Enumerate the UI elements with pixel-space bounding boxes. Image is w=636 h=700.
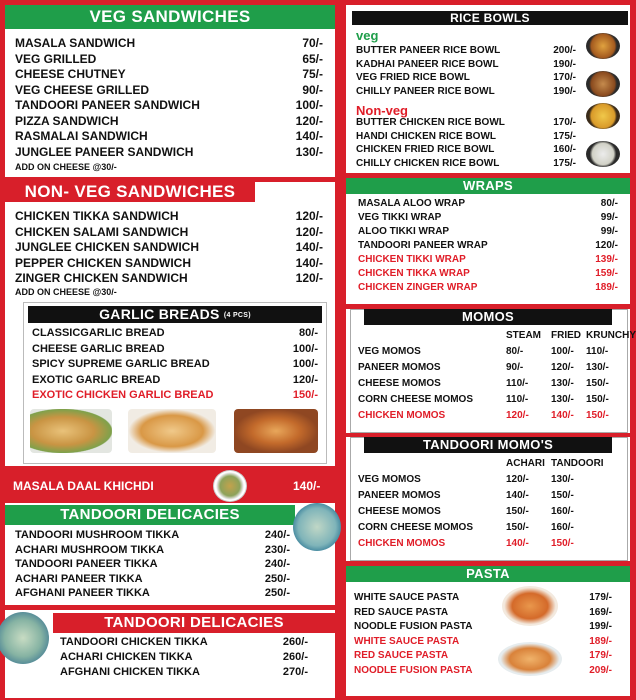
menu-item-name: ZINGER CHICKEN SANDWICH	[15, 271, 188, 285]
menu-item-name: EXOTIC GARLIC BREAD	[32, 373, 161, 386]
menu-item	[356, 117, 580, 128]
menu-item-name: VEG TIKKI WRAP	[358, 212, 442, 223]
nonveg-sandwiches-title: NON- VEG SANDWICHES	[5, 182, 255, 202]
nonveg-sandwiches-panel	[5, 182, 335, 466]
rice-bowl-photo-4	[586, 141, 620, 167]
pasta-title: PASTA	[346, 566, 630, 582]
garlic-bread-photo-1	[30, 409, 112, 453]
menu-item	[356, 59, 580, 70]
table-row-price: 110/-	[586, 346, 609, 357]
menu-item	[60, 636, 330, 648]
menu-item-price: 179/-	[589, 650, 612, 661]
pasta-photo-1	[502, 586, 558, 626]
menu-item-price: 199/-	[589, 621, 612, 632]
table-row	[358, 506, 626, 517]
menu-item-price: 130/-	[295, 144, 323, 159]
menu-item	[32, 327, 322, 339]
menu-item	[15, 209, 325, 223]
table-row-price: 150/-	[586, 410, 609, 421]
menu-item-price: 120/-	[295, 271, 323, 285]
menu-item-price: 190/-	[553, 85, 576, 97]
table-row-price: 150/-	[506, 506, 529, 517]
table-row-price: 160/-	[551, 522, 574, 533]
menu-item	[15, 544, 325, 556]
table-row-price: 150/-	[551, 490, 574, 501]
rice-bowl-photo-1	[586, 33, 620, 59]
menu-item	[32, 343, 322, 355]
table-row-price: 150/-	[586, 394, 609, 405]
table-row	[358, 410, 626, 421]
menu-item-price: 80/-	[600, 198, 618, 209]
menu-item-name: CHICKEN TIKKI WRAP	[358, 254, 466, 265]
menu-item	[32, 374, 322, 386]
tandoori-veg-title: TANDOORI DELICACIES	[5, 505, 295, 525]
menu-item-name: ACHARI CHICKEN TIKKA	[60, 651, 193, 663]
table-row-price: 110/-	[506, 378, 529, 389]
menu-item	[15, 225, 325, 239]
menu-item-name: CHICKEN TIKKA WRAP	[358, 268, 470, 279]
tandoori-nonveg-panel	[5, 610, 335, 698]
menu-item	[358, 198, 622, 209]
menu-item-name: CHICKEN TIKKA SANDWICH	[15, 209, 179, 223]
table-row-name: VEG MOMOS	[358, 474, 421, 485]
wraps-title: WRAPS	[346, 178, 630, 194]
table-row-price: 140/-	[551, 410, 574, 421]
menu-item-price: 190/-	[553, 58, 576, 70]
menu-item	[358, 226, 622, 237]
menu-item	[60, 666, 330, 678]
table-column-header: ACHARI	[506, 458, 545, 469]
menu-item-price: 175/-	[553, 130, 576, 142]
menu-item-name: ALOO TIKKI WRAP	[358, 226, 450, 237]
table-row-price: 90/-	[506, 362, 524, 373]
menu-item-price: 250/-	[264, 572, 290, 585]
menu-item-name: PEPPER CHICKEN SANDWICH	[15, 255, 192, 270]
menu-item	[358, 212, 622, 223]
menu-item-price: 200/-	[553, 45, 576, 56]
menu-item	[356, 86, 580, 97]
menu-item	[32, 389, 322, 401]
table-row-name: VEG MOMOS	[358, 346, 421, 357]
menu-item-price: 140/-	[295, 240, 323, 254]
garlic-bread-photo-2	[128, 409, 216, 453]
table-row	[358, 474, 626, 485]
menu-item	[15, 129, 325, 143]
menu-item-price: 120/-	[295, 209, 323, 223]
menu-item-name: MASALA SANDWICH	[15, 36, 136, 50]
tandoori-momos-panel	[346, 437, 630, 561]
menu-item-name: CHEESE GARLIC BREAD	[32, 342, 165, 355]
menu-item-name: TANDOORI PANEER SANDWICH	[15, 98, 200, 112]
menu-item	[354, 636, 618, 647]
menu-item	[358, 240, 622, 251]
menu-item	[15, 558, 325, 570]
menu-item-price: 139/-	[595, 254, 618, 265]
menu-item-name: RED SAUCE PASTA	[354, 606, 449, 618]
menu-item	[15, 256, 325, 270]
menu-item-name: RED SAUCE PASTA	[354, 650, 449, 661]
menu-item-price: 100/-	[292, 358, 318, 370]
table-row-price: 100/-	[551, 346, 574, 357]
menu-item	[15, 145, 325, 159]
menu-item-name: VEG CHEESE GRILLED	[15, 82, 150, 97]
rice-bowls-veg-label: veg	[356, 28, 379, 43]
menu-item	[15, 67, 325, 81]
menu-item-name: TANDOORI CHICKEN TIKKA	[60, 636, 208, 648]
menu-item-name: BUTTER PANEER RICE BOWL	[356, 45, 501, 56]
menu-item-price: 80/-	[299, 327, 318, 339]
menu-item	[15, 529, 325, 541]
menu-item	[356, 72, 580, 83]
menu-item-name: NOODLE FUSION PASTA	[354, 621, 473, 632]
menu-item	[356, 45, 580, 56]
menu-item-price: 100/-	[292, 342, 318, 355]
table-row-price: 120/-	[551, 362, 574, 373]
garlic-breads-panel	[23, 302, 327, 464]
menu-item	[15, 114, 325, 128]
menu-item-name: CHICKEN FRIED RICE BOWL	[356, 144, 495, 155]
menu-item-name: WHITE SAUCE PASTA	[354, 635, 460, 647]
table-row-price: 130/-	[551, 378, 574, 389]
menu-item	[354, 650, 618, 661]
table-row-name: CHEESE MOMOS	[358, 378, 441, 389]
menu-item-name: JUNGLEE CHICKEN SANDWICH	[15, 240, 200, 254]
menu-item	[354, 665, 618, 676]
tandoori-momos-title: TANDOORI MOMO'S	[364, 437, 612, 453]
menu-item-name: VEG FRIED RICE BOWL	[356, 72, 470, 83]
menu-item	[358, 254, 622, 265]
menu-item-name: CHICKEN ZINGER WRAP	[358, 282, 478, 293]
menu-item	[15, 98, 325, 112]
tandoori-veg-panel	[5, 503, 335, 605]
menu-item-name: SPICY SUPREME GARLIC BREAD	[32, 358, 210, 370]
menu-item	[356, 131, 580, 142]
menu-item-name: CLASSICGARLIC BREAD	[32, 327, 165, 339]
menu-item-price: 260/-	[282, 651, 308, 663]
khichdi-bar	[5, 476, 335, 496]
table-row-price: 160/-	[551, 506, 574, 517]
menu-item	[354, 592, 618, 603]
menu-item-price: 99/-	[600, 212, 618, 223]
menu-item	[32, 358, 322, 370]
menu-item	[60, 651, 330, 663]
menu-item-price: 169/-	[589, 606, 612, 618]
menu-item-name: BUTTER CHICKEN RICE BOWL	[356, 117, 505, 128]
menu-item-price: 270/-	[282, 666, 308, 678]
menu-item-price: 189/-	[589, 635, 612, 647]
menu-item-price: 150/-	[292, 389, 318, 401]
garlic-breads-subtitle: (4 PCS)	[223, 311, 251, 319]
menu-item-name: ACHARI PANEER TIKKA	[15, 572, 143, 585]
table-row	[358, 394, 626, 405]
garlic-breads-title: GARLIC BREADS	[99, 306, 220, 322]
menu-item	[15, 52, 325, 66]
menu-item-price: 65/-	[302, 51, 323, 66]
momos-panel	[346, 309, 636, 433]
table-row-price: 130/-	[551, 474, 574, 485]
menu-item-price: 175/-	[553, 157, 576, 169]
wraps-panel	[346, 178, 630, 304]
menu-item-name: HANDI CHICKEN RICE BOWL	[356, 130, 496, 142]
menu-item-name: JUNGLEE PANEER SANDWICH	[15, 144, 194, 159]
table-row-name: CORN CHEESE MOMOS	[358, 394, 474, 405]
menu-item-price: 140/-	[295, 255, 323, 270]
khichdi-price-row	[293, 479, 320, 493]
table-row	[358, 490, 626, 501]
menu-item	[356, 144, 580, 155]
tandoori-nonveg-title: TANDOORI DELICACIES	[53, 613, 335, 633]
menu-item-price: 140/-	[295, 129, 323, 143]
veg-sandwiches-note: ADD ON CHEESE @30/-	[15, 162, 117, 172]
menu-item-price: 160/-	[553, 144, 576, 155]
menu-item-price: 120/-	[295, 113, 323, 128]
table-row	[358, 522, 626, 533]
menu-item-price: 120/-	[292, 373, 318, 386]
table-column-header: STEAM	[506, 330, 541, 341]
menu-item-price: 179/-	[589, 592, 612, 603]
menu-item-price: 209/-	[589, 664, 612, 676]
table-row-price: 150/-	[506, 522, 529, 533]
table-row-name: PANEER MOMOS	[358, 362, 441, 373]
menu-item	[15, 83, 325, 97]
rice-bowls-nonveg-label: Non-veg	[356, 103, 408, 118]
menu-item-price: 170/-	[553, 117, 576, 128]
khichdi-name: MASALA DAAL KHICHDI	[13, 479, 154, 493]
menu-item	[356, 158, 580, 169]
menu-item-price: 90/-	[302, 82, 323, 97]
khichdi-photo	[213, 470, 247, 502]
menu-item-name: CHICKEN SALAMI SANDWICH	[15, 224, 189, 239]
momos-title: MOMOS	[364, 309, 612, 325]
menu-item-price: 70/-	[302, 36, 323, 50]
nonveg-sandwiches-note: ADD ON CHEESE @30/-	[15, 287, 117, 297]
menu-item-name: ACHARI MUSHROOM TIKKA	[15, 543, 165, 556]
menu-item-price: 120/-	[595, 240, 618, 251]
menu-item	[358, 268, 622, 279]
pasta-panel	[346, 566, 630, 696]
table-row-name: CORN CHEESE MOMOS	[358, 522, 474, 533]
menu-item-price: 159/-	[595, 268, 618, 279]
menu-item-price: 99/-	[600, 226, 618, 237]
table-row-price: 80/-	[506, 346, 524, 357]
table-row-name: PANEER MOMOS	[358, 490, 441, 501]
menu-item	[354, 607, 618, 618]
table-row-price: 140/-	[506, 490, 529, 501]
table-column-header: FRIED	[551, 330, 581, 341]
menu-item-name: AFGHANI CHICKEN TIKKA	[60, 666, 200, 678]
table-row-price: 140/-	[506, 538, 529, 549]
menu-item-name: TANDOORI PANEER TIKKA	[15, 558, 158, 570]
menu-item-name: RASMALAI SANDWICH	[15, 129, 148, 143]
menu-item-price: 189/-	[595, 282, 618, 293]
table-row-price: 150/-	[551, 538, 574, 549]
menu-item	[15, 573, 325, 585]
menu-item	[15, 587, 325, 599]
menu-item-price: 260/-	[282, 636, 308, 648]
table-row-name: CHEESE MOMOS	[358, 506, 441, 517]
menu-item	[358, 282, 622, 293]
table-column-header: TANDOORI	[551, 458, 604, 469]
tandoori-nonveg-photo	[0, 612, 49, 664]
menu-item-name: TANDOORI MUSHROOM TIKKA	[15, 529, 180, 541]
rice-bowls-panel	[346, 5, 630, 173]
menu-item-name: VEG GRILLED	[15, 51, 97, 66]
menu-item-name: TANDOORI PANEER WRAP	[358, 240, 488, 251]
table-row	[358, 378, 626, 389]
menu-item-price: 250/-	[264, 587, 290, 599]
menu-item-price: 75/-	[302, 67, 323, 81]
menu-item-name: AFGHANI PANEER TIKKA	[15, 587, 150, 599]
menu-item	[15, 271, 325, 285]
table-row-price: 150/-	[586, 378, 609, 389]
menu-item-price: 120/-	[295, 224, 323, 239]
garlic-bread-photo-3	[234, 409, 318, 453]
menu-item-name: CHILLY PANEER RICE BOWL	[356, 85, 495, 97]
table-row	[358, 346, 626, 357]
garlic-breads-header	[28, 306, 322, 323]
menu-item	[15, 240, 325, 254]
veg-sandwiches-panel	[5, 5, 335, 177]
menu-item-price: 240/-	[264, 529, 290, 541]
menu-item-name: WHITE SAUCE PASTA	[354, 592, 460, 603]
menu-item-name: CHILLY CHICKEN RICE BOWL	[356, 157, 500, 169]
menu-item-price: 100/-	[295, 98, 323, 112]
table-row-name: CHICKEN MOMOS	[358, 410, 446, 421]
khichdi-price: 140/-	[293, 479, 321, 493]
veg-sandwiches-title: VEG SANDWICHES	[5, 5, 335, 29]
menu-item	[354, 621, 618, 632]
menu-item-name: NOODLE FUSION PASTA	[354, 664, 473, 676]
table-row-price: 130/-	[586, 362, 609, 373]
table-row-name: CHICKEN MOMOS	[358, 538, 446, 549]
table-row-price: 130/-	[551, 394, 574, 405]
menu-item-price: 170/-	[553, 72, 576, 83]
menu-item-price: 240/-	[264, 558, 290, 570]
table-row-price: 120/-	[506, 474, 529, 485]
menu-item	[15, 36, 325, 50]
table-row-price: 120/-	[506, 410, 529, 421]
menu-item-name: MASALA ALOO WRAP	[358, 198, 466, 209]
menu-item-name: EXOTIC CHICKEN GARLIC BREAD	[32, 389, 214, 401]
khichdi-row	[13, 479, 154, 493]
pasta-photo-2	[498, 642, 562, 676]
menu-item-name: KADHAI PANEER RICE BOWL	[356, 58, 499, 70]
menu-item-name: PIZZA SANDWICH	[15, 113, 119, 128]
menu-item-name: CHEESE CHUTNEY	[15, 67, 126, 81]
table-row-price: 110/-	[506, 394, 529, 405]
rice-bowl-photo-2	[586, 71, 620, 97]
table-row	[358, 538, 626, 549]
menu-item-price: 230/-	[264, 543, 290, 556]
rice-bowl-photo-3	[586, 103, 620, 129]
table-row	[358, 362, 626, 373]
rice-bowls-title: RICE BOWLS	[352, 11, 628, 25]
table-column-header: KRUNCHY	[586, 330, 636, 341]
